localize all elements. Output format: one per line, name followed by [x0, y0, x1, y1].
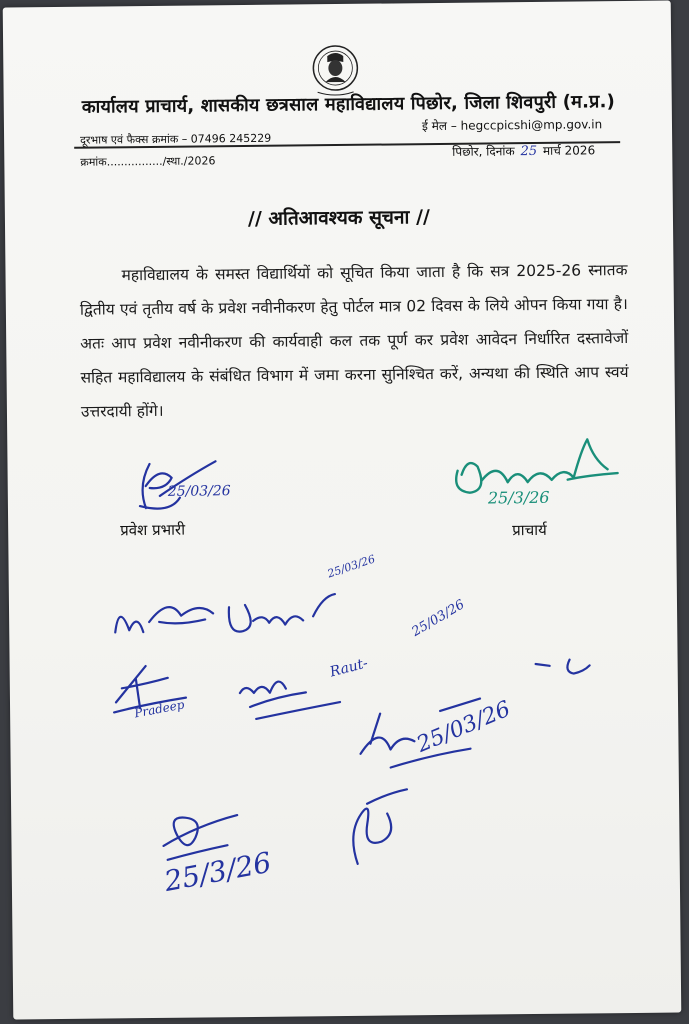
staff-signature-8-icon [337, 783, 418, 874]
staff-sign-date-3: 25/03/26 [413, 696, 515, 758]
admission-sign-date: 25/03/26 [167, 483, 231, 500]
email-line: ई मेल – hegccpicshi@mp.gov.in [421, 117, 603, 134]
staff-sign-date-4: 25/3/26 [161, 845, 274, 898]
staff-sign-date-1: 25/03/26 [325, 552, 377, 581]
notice-body: महाविद्यालय के समस्त विद्यार्थियों को सूचित किया जाता है कि सत्र 2025-26 स्नातक द्वितीय एवं तृतीय वर्ष के प्रवेश नवीनीकरण हेतु पोर्टल मात्र 02 दिवस के लिये ओपन किया गया है। अतः आप प्रवेश नवीनीकरण की कार्यवाही कल तक पूर्ण कर प्रवेश आवेदन निर्धारित दस्तावेजों सहित महाविद्यालय के संबंधित विभाग में जमा करना सुनिश्चित करें, अन्यथा की स्थिति आप स्वयं उत्तरदायी होंगे। [79, 260, 629, 421]
staff-note-raut: Raut- [328, 655, 370, 681]
principal-label: प्राचार्य [512, 520, 547, 540]
staff-name-pradeep: Pradeep [133, 697, 186, 721]
office-title: कार्यालय प्राचार्य, शासकीय छत्रसाल महाविद्यालय पिछोर, जिला शिवपुरी (म.प्र.) [81, 91, 616, 118]
notice-heading: // अतिआवश्यक सूचना // [247, 206, 431, 230]
staff-signature-1-icon [109, 591, 230, 652]
issue-date [452, 141, 595, 159]
staff-sign-date-2: 25/03/26 [409, 597, 468, 640]
staff-signature-2-icon [223, 586, 354, 647]
staff-signature-5-icon [529, 651, 609, 682]
reference-number: क्रमांक................/स्था./2026 [80, 154, 216, 169]
date-prefix: पिछोर, दिनांक [452, 144, 515, 159]
date-suffix: मार्च 2026 [542, 143, 596, 158]
document-page [3, 1, 682, 1020]
admission-in-charge-label: प्रवेश प्रभारी [120, 520, 186, 540]
phone-fax-line: दूरभाष एवं फैक्स क्रमांक – 07496 245229 [80, 131, 272, 147]
principal-sign-date: 25/3/26 [487, 487, 550, 508]
date-day: 25 [520, 143, 538, 160]
